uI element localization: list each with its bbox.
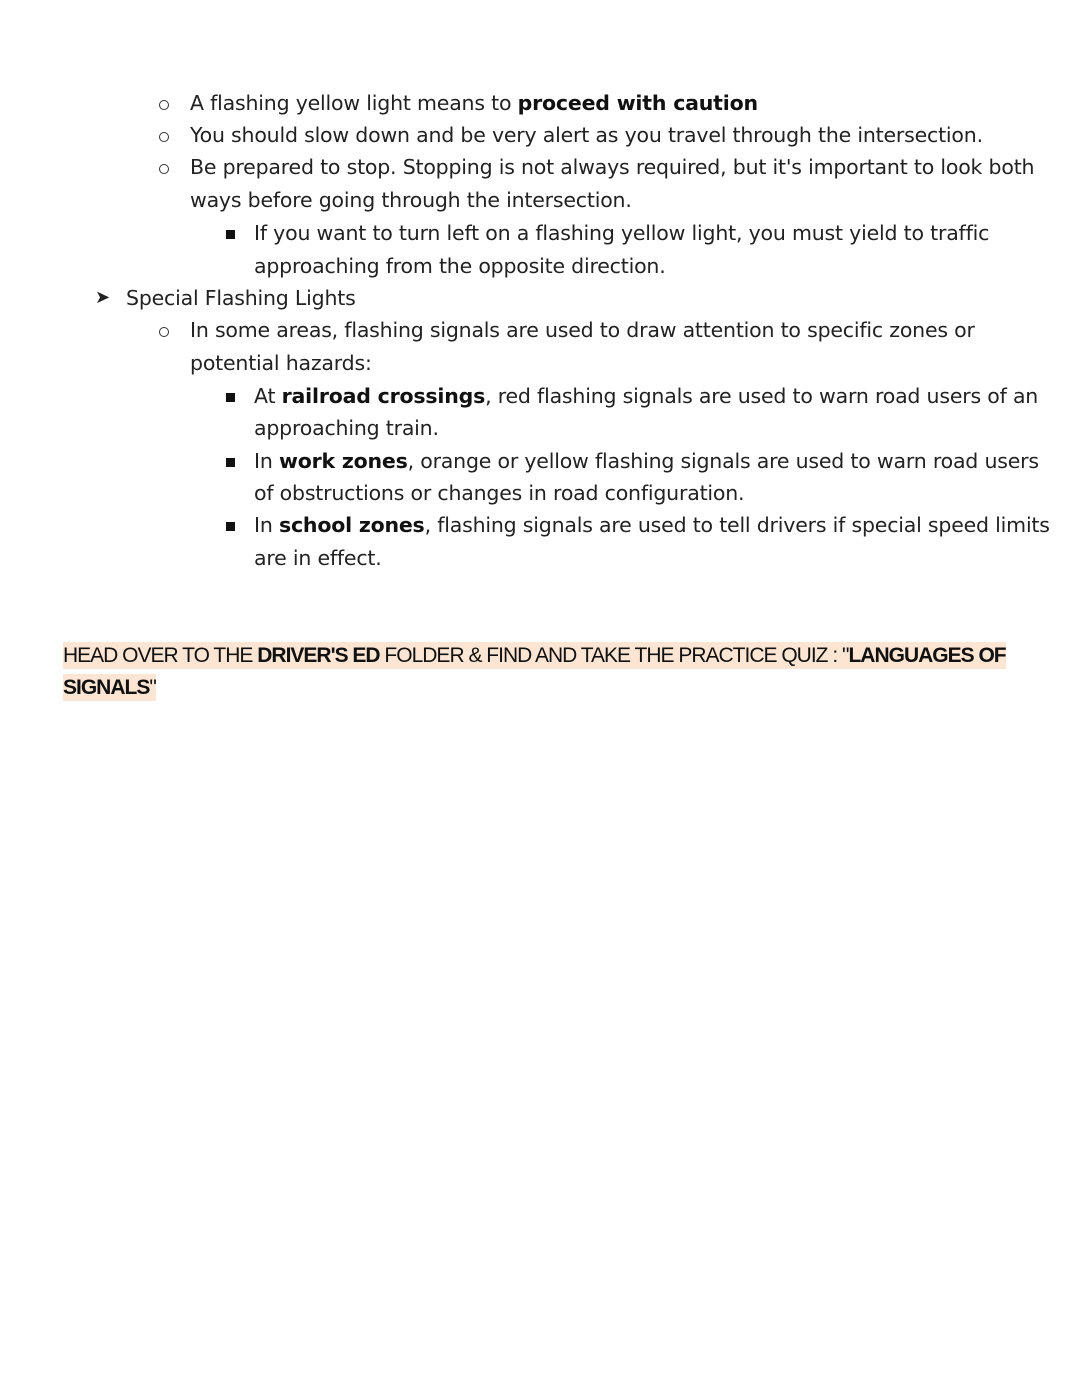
banner-text: HEAD OVER TO THE xyxy=(63,644,258,667)
bullet-text: At xyxy=(254,384,282,408)
banner-bold-quiz-name: LANGUAGES OF xyxy=(848,644,1006,667)
square-bullet-icon xyxy=(226,458,235,467)
arrowhead-bullet-icon: ➤ xyxy=(95,287,111,308)
railroad-line2 xyxy=(254,412,439,444)
hollow-circle-bullet-icon xyxy=(159,327,169,337)
banner-bold-quiz-name: SIGNALS xyxy=(63,676,150,699)
bullet-prepared-line2 xyxy=(190,184,632,216)
banner-bold-folder: DRIVER'S ED xyxy=(257,644,380,667)
heading-text: Special Flashing Lights xyxy=(126,286,356,310)
bullet-slow-down xyxy=(190,119,983,151)
bullet-text: , orange or yellow flashing signals are used to warn road users xyxy=(407,449,1039,473)
special-flashing-heading xyxy=(126,282,356,314)
hollow-circle-bullet-icon xyxy=(159,164,169,174)
bullet-text: approaching from the opposite direction. xyxy=(254,254,666,278)
square-bullet-icon xyxy=(226,393,235,402)
work-zones-line2 xyxy=(254,477,744,509)
school-zones-line1 xyxy=(254,509,1050,541)
railroad-line1 xyxy=(254,380,1038,412)
practice-quiz-banner xyxy=(63,640,1009,704)
sub-bullet-turn-left-line2 xyxy=(254,250,666,282)
bullet-text: , red flashing signals are used to warn road users of an xyxy=(485,384,1039,408)
bullet-text: You should slow down and be very alert as you travel through the intersection. xyxy=(190,123,983,147)
bullet-text: In some areas, flashing signals are used to draw attention to specific zones or xyxy=(190,318,975,342)
bullet-prepared-line1 xyxy=(190,151,1034,183)
bold-phrase: school zones xyxy=(278,513,425,537)
banner-highlight xyxy=(63,642,1006,701)
banner-text: FOLDER & FIND AND TAKE THE PRACTICE QUIZ : " xyxy=(379,644,849,667)
bullet-text: ways before going through the intersection. xyxy=(190,188,632,212)
bullet-text: Be prepared to stop. Stopping is not always required, but it's important to look both xyxy=(190,155,1035,179)
bullet-text: In xyxy=(254,513,279,537)
bullet-text: are in effect. xyxy=(254,546,382,570)
hollow-circle-bullet-icon xyxy=(159,132,169,142)
banner-text: " xyxy=(149,676,156,699)
bullet-text: potential hazards: xyxy=(190,351,372,375)
sub-bullet-turn-left-line1 xyxy=(254,217,989,249)
square-bullet-icon xyxy=(226,522,235,531)
bullet-text: A flashing yellow light means to xyxy=(190,91,518,115)
bullet-text: , flashing signals are used to tell drivers if special speed limits xyxy=(424,513,1050,537)
bullet-text: of obstructions or changes in road configuration. xyxy=(254,481,745,505)
bold-phrase: railroad crossings xyxy=(281,384,486,408)
school-zones-line2 xyxy=(254,542,382,574)
bullet-text: If you want to turn left on a flashing yellow light, you must yield to traffic xyxy=(254,221,990,245)
bold-phrase: proceed with caution xyxy=(517,91,758,115)
hollow-circle-bullet-icon xyxy=(159,100,169,110)
bullet-text: approaching train. xyxy=(254,416,439,440)
special-intro-line2 xyxy=(190,347,372,379)
special-intro-line1 xyxy=(190,314,975,346)
bullet-flashing-yellow xyxy=(190,87,758,119)
bullet-text: In xyxy=(254,449,279,473)
bold-phrase: work zones xyxy=(278,449,408,473)
square-bullet-icon xyxy=(226,230,235,239)
work-zones-line1 xyxy=(254,445,1039,477)
